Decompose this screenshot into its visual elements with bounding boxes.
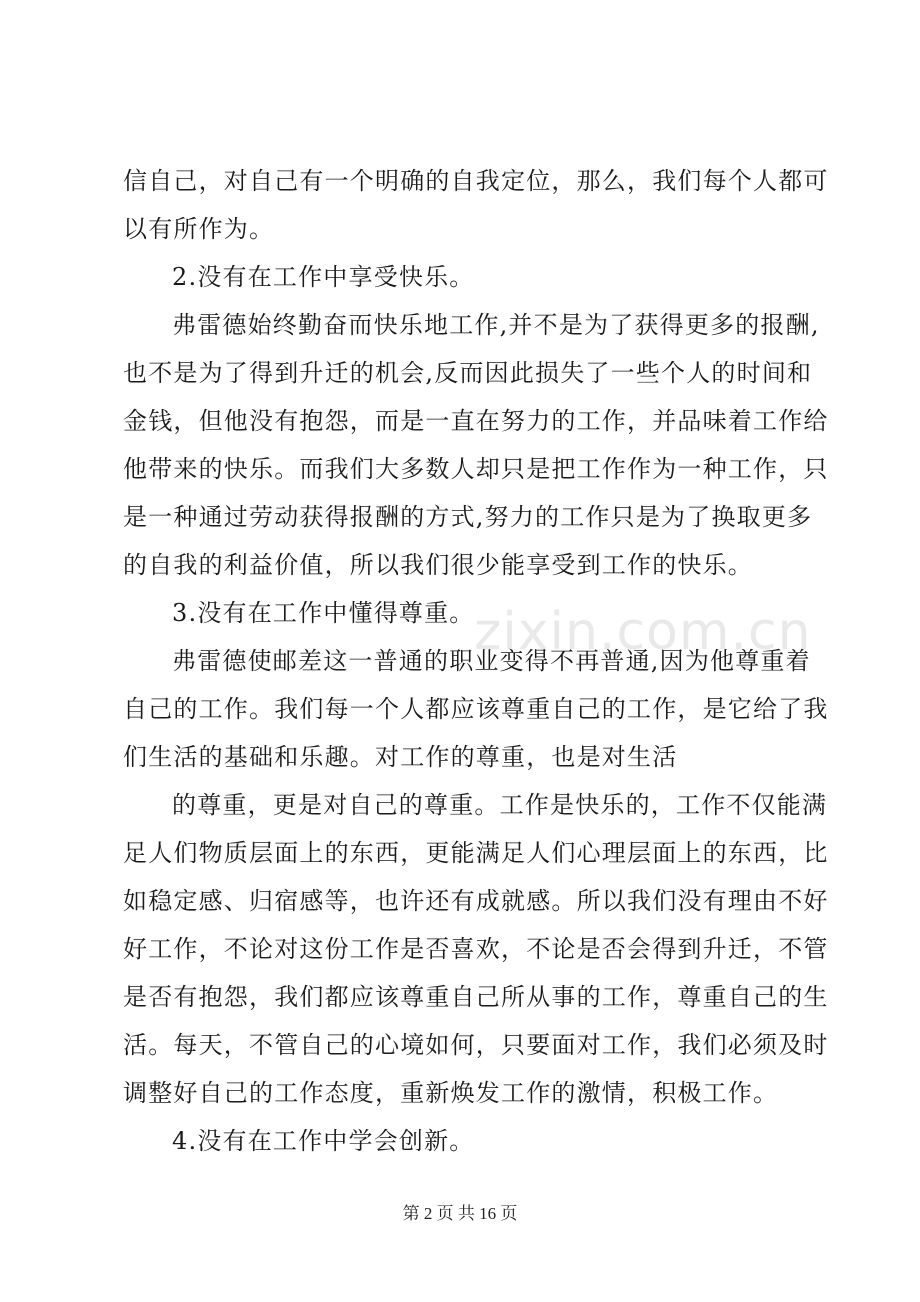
text-line: 自己的工作。我们每一个人都应该尊重自己的工作，是它给了我 bbox=[123, 695, 829, 723]
text-line: 金钱，但他没有抱怨，而是一直在努力的工作，并品味着工作给 bbox=[123, 407, 829, 435]
text-line: 如稳定感、归宿感等，也许还有成就感。所以我们没有理由不好 bbox=[123, 887, 829, 915]
text-line: 弗雷德使邮差这一普通的职业变得不再普通,因为他尊重着 bbox=[172, 647, 811, 675]
text-line: 的自我的利益价值，所以我们很少能享受到工作的快乐。 bbox=[123, 551, 753, 579]
text-line: 以有所作为。 bbox=[123, 215, 275, 243]
text-line: 足人们物质层面上的东西，更能满足人们心理层面上的东西，比 bbox=[123, 839, 829, 867]
text-line: 好工作，不论对这份工作是否喜欢，不论是否会得到升迁，不管 bbox=[123, 935, 829, 963]
text-line: 弗雷德始终勤奋而快乐地工作,并不是为了获得更多的报酬, bbox=[172, 311, 820, 339]
text-line: 调整好自己的工作态度，重新焕发工作的激情，积极工作。 bbox=[123, 1079, 779, 1107]
text-line: 是一种通过劳动获得报酬的方式,努力的工作只是为了换取更多 bbox=[123, 503, 813, 531]
text-line: 也不是为了得到升迁的机会,反而因此损失了一些个人的时间和 bbox=[123, 359, 813, 387]
page-footer: 第 2 页 共 16 页 bbox=[402, 1204, 518, 1223]
text-line: 的尊重，更是对自己的尊重。工作是快乐的，工作不仅能满 bbox=[172, 791, 828, 819]
watermark: zixin.com.cn bbox=[474, 602, 812, 662]
section-heading: 2.没有在工作中享受快乐。 bbox=[172, 263, 475, 291]
text-line: 们生活的基础和乐趣。对工作的尊重，也是对生活 bbox=[123, 743, 678, 771]
text-line: 他带来的快乐。而我们大多数人却只是把工作作为一种工作，只 bbox=[123, 455, 829, 483]
text-line: 信自己，对自己有一个明确的自我定位，那么，我们每个人都可 bbox=[123, 167, 829, 195]
text-line: 是否有抱怨，我们都应该尊重自己所从事的工作，尊重自己的生 bbox=[123, 983, 829, 1011]
text-line: 活。每天，不管自己的心境如何，只要面对工作，我们必须及时 bbox=[123, 1031, 829, 1059]
section-heading: 3.没有在工作中懂得尊重。 bbox=[172, 599, 475, 627]
section-heading: 4.没有在工作中学会创新。 bbox=[172, 1127, 475, 1155]
